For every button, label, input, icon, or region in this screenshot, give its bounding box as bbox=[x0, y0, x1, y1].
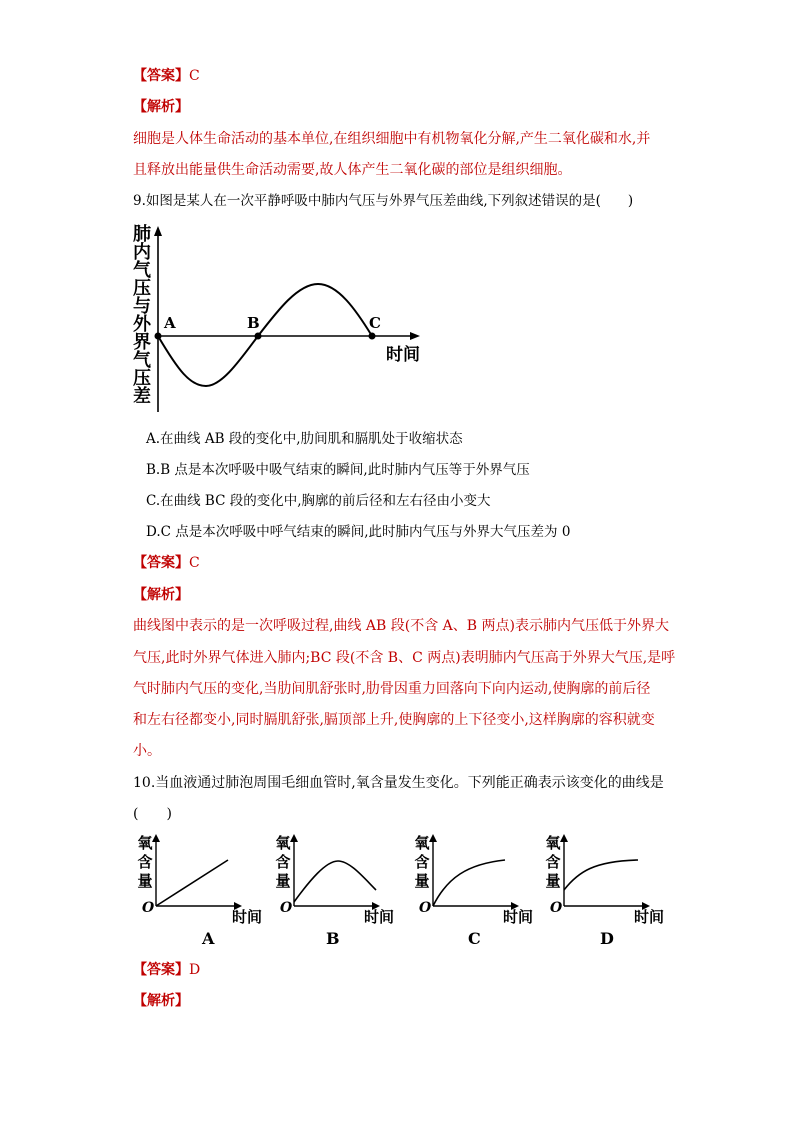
question-10-stem: 10.当血液通过肺泡周围毛细血管时,氧含量发生变化。下列能正确表示该变化的曲线是 bbox=[133, 775, 664, 791]
analysis-text-line: 且释放出能量供生命活动需要,故人体产生二氧化碳的部位是组织细胞。 bbox=[133, 162, 572, 178]
answer-line-1 bbox=[133, 66, 200, 86]
point-a-dot bbox=[155, 333, 162, 340]
y-label-char: 肺 bbox=[133, 224, 151, 245]
point-c-dot bbox=[369, 333, 376, 340]
answer-tag: 【答案】 bbox=[133, 962, 189, 978]
point-b-dot bbox=[255, 333, 262, 340]
y-label-char: 压 bbox=[133, 368, 151, 389]
y-label-char: 氧 bbox=[414, 834, 430, 852]
origin-label: O bbox=[550, 900, 563, 916]
graph-c bbox=[414, 834, 533, 948]
origin-label: O bbox=[419, 900, 432, 916]
graph-d bbox=[545, 834, 664, 948]
y-label-char: 与 bbox=[133, 296, 151, 317]
x-axis-label: 时间 bbox=[634, 908, 665, 926]
option-b: B.B 点是本次呼吸中吸气结束的瞬间,此时肺内气压等于外界气压 bbox=[146, 462, 530, 478]
analysis-text-line: 小。 bbox=[133, 743, 161, 759]
y-label-char: 压 bbox=[133, 278, 151, 299]
graph-a bbox=[137, 834, 262, 948]
y-label-char: 外 bbox=[133, 314, 151, 335]
question-9-stem: 9.如图是某人在一次平静呼吸中肺内气压与外界气压差曲线,下列叙述错误的是( ) bbox=[133, 193, 634, 209]
y-label-char: 氧 bbox=[137, 834, 153, 852]
graph-letter: A bbox=[202, 929, 215, 948]
x-axis-label: 时间 bbox=[386, 345, 420, 365]
point-c-label: C bbox=[369, 314, 381, 332]
y-label-char: 气 bbox=[133, 350, 151, 371]
y-label-char: 含 bbox=[545, 853, 561, 871]
y-label-char: 差 bbox=[133, 386, 151, 407]
curve-c bbox=[433, 860, 505, 906]
option-c: C.在曲线 BC 段的变化中,胸廓的前后径和左右径由小变大 bbox=[146, 493, 491, 509]
q9-pressure-curve-figure bbox=[128, 220, 428, 420]
answer-line-2 bbox=[133, 553, 200, 573]
graph-letter: C bbox=[468, 929, 481, 948]
analysis-text-line: 气压,此时外界气体进入肺内;BC 段(不含 B、C 两点)表明肺内气压高于外界大气压,是呼 bbox=[133, 650, 676, 666]
q10-oxygen-graphs bbox=[128, 828, 673, 952]
analysis-text-line: 细胞是人体生命活动的基本单位,在组织细胞中有机物氧化分解,产生二氧化碳和水,并 bbox=[133, 131, 651, 147]
x-axis-label: 时间 bbox=[503, 908, 534, 926]
answer-tag: 【答案】 bbox=[133, 555, 189, 571]
analysis-text-line: 气时肺内气压的变化,当肋间肌舒张时,肋骨因重力回落向下向内运动,使胸廓的前后径 bbox=[133, 681, 651, 697]
y-label-char: 氧 bbox=[275, 834, 291, 852]
y-label-char: 含 bbox=[137, 853, 153, 871]
option-d: D.C 点是本次呼吸中呼气结束的瞬间,此时肺内气压与外界大气压差为 0 bbox=[146, 524, 571, 540]
y-label-char: 量 bbox=[414, 872, 430, 890]
analysis-text-line: 曲线图中表示的是一次呼吸过程,曲线 AB 段(不含 A、B 两点)表示肺内气压低于外界大 bbox=[133, 618, 669, 634]
point-a-label: A bbox=[164, 314, 176, 332]
origin-label: O bbox=[142, 900, 155, 916]
x-axis-label: 时间 bbox=[364, 908, 395, 926]
point-b-label: B bbox=[247, 314, 260, 332]
analysis-tag-3: 【解析】 bbox=[133, 993, 189, 1009]
y-label-char: 含 bbox=[414, 853, 430, 871]
analysis-tag-1: 【解析】 bbox=[133, 99, 189, 115]
x-axis-arrow bbox=[410, 332, 420, 340]
analysis-text-line: 和左右径都变小,同时膈肌舒张,膈顶部上升,使胸廓的上下径变小,这样胸廓的容积就变 bbox=[133, 712, 655, 728]
graph-letter: B bbox=[326, 929, 340, 948]
curve-d bbox=[564, 860, 638, 890]
y-label-char: 气 bbox=[133, 260, 151, 281]
curve-a bbox=[156, 860, 228, 906]
y-label-char: 量 bbox=[545, 872, 561, 890]
answer-line-3 bbox=[133, 960, 200, 980]
answer-value: C bbox=[189, 68, 200, 84]
answer-tag: 【答案】 bbox=[133, 68, 189, 84]
y-label-char: 界 bbox=[133, 332, 151, 353]
y-label-char: 含 bbox=[275, 853, 291, 871]
y-label-char: 量 bbox=[275, 872, 291, 890]
pressure-curve bbox=[158, 284, 372, 386]
graph-letter: D bbox=[600, 929, 614, 948]
y-label-char: 量 bbox=[137, 872, 153, 890]
question-10-stem-cont: ( ) bbox=[133, 806, 172, 822]
answer-value: D bbox=[189, 962, 201, 978]
y-label-char: 氧 bbox=[545, 834, 561, 852]
graph-b bbox=[275, 834, 394, 948]
answer-value: C bbox=[189, 555, 200, 571]
y-label-char: 内 bbox=[133, 242, 151, 263]
analysis-tag-2: 【解析】 bbox=[133, 587, 189, 603]
origin-label: O bbox=[280, 900, 293, 916]
y-axis-arrow bbox=[154, 226, 162, 236]
curve-b bbox=[294, 861, 376, 902]
option-a: A.在曲线 AB 段的变化中,肋间肌和膈肌处于收缩状态 bbox=[146, 431, 463, 447]
x-axis-label: 时间 bbox=[232, 908, 263, 926]
